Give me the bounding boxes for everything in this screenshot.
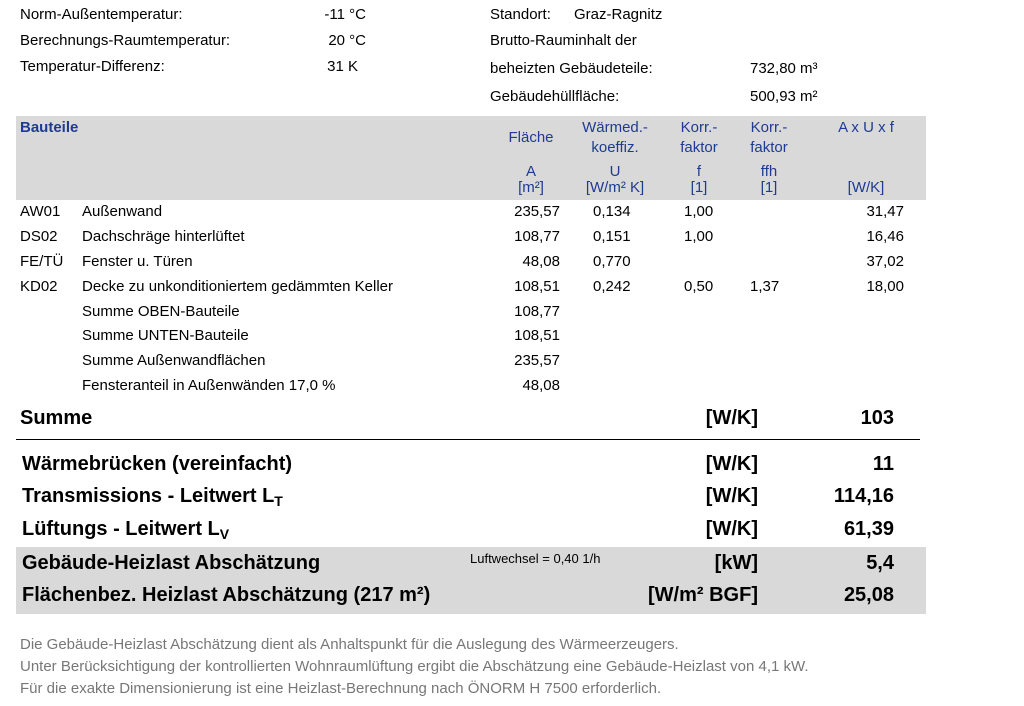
temp-diff-value: 31 K <box>327 58 358 75</box>
footer-line: Die Gebäude-Heizlast Abschätzung dient als Anhaltspunkt für die Auslegung des Wärmeerzeugers. <box>20 636 679 653</box>
row-area: 48,08 <box>522 253 560 270</box>
row-f: 1,00 <box>684 228 714 245</box>
row-name: Dachschräge hinterlüftet <box>82 228 245 245</box>
huelle-label: Gebäudehüllfläche: <box>490 88 620 105</box>
row-name: Decke zu unkonditioniertem gedämmten Keller <box>82 278 393 295</box>
luftwechsel-note: Luftwechsel = 0,40 1/h <box>470 551 601 566</box>
col-waerme-unit: [W/m² K] <box>585 179 645 196</box>
lueftung-value: 61,39 <box>843 518 894 540</box>
raum-temp-value: 20 °C <box>328 32 366 49</box>
norm-temp-value: -11 °C <box>324 6 366 23</box>
summe-unit: [W/K] <box>705 407 758 429</box>
sum-name: Summe UNTEN-Bauteile <box>82 327 249 344</box>
lueftung-label: Lüftungs - Leitwert $L_V$ <box>22 518 230 542</box>
col-waerme-symbol: U <box>609 163 621 180</box>
lueftung-unit: [W/K] <box>705 518 758 540</box>
row-code: FE/TÜ <box>20 253 64 270</box>
flaechenbez-unit: [W/m² BGF] <box>648 584 758 606</box>
temp-diff-label: Temperatur-Differenz: <box>20 58 165 75</box>
flaechenbez-label: Flächenbez. Heizlast Abschätzung (217 m²) <box>22 584 431 606</box>
row-auf: 31,47 <box>866 203 904 220</box>
col-korr-line1: Korr.- <box>680 119 718 136</box>
row-area: 108,77 <box>514 228 560 245</box>
row-name: Fenster u. Türen <box>82 253 193 270</box>
waermebruecken-unit: [W/K] <box>705 453 758 475</box>
transmission-unit: [W/K] <box>705 485 758 507</box>
row-name: Außenwand <box>82 203 163 220</box>
sum-name: Summe OBEN-Bauteile <box>82 303 240 320</box>
row-auf: 18,00 <box>866 278 904 295</box>
col-korr-line2: faktor <box>680 139 718 156</box>
col-korr-unit: [1] <box>690 179 708 196</box>
col-korr-symbol: f <box>696 163 702 180</box>
transmission-value: 114,16 <box>833 485 894 507</box>
brutto-label-line2: beheizten Gebäudeteile: <box>490 60 653 77</box>
row-u: 0,770 <box>593 253 631 270</box>
row-f: 0,50 <box>684 278 714 295</box>
row-code: DS02 <box>20 228 58 245</box>
row-u: 0,151 <box>593 228 631 245</box>
brutto-value: 732,80 m³ <box>750 60 818 77</box>
brutto-label-line1: Brutto-Rauminhalt der <box>490 32 637 49</box>
norm-temp-label: Norm-Außentemperatur: <box>20 6 183 23</box>
sum-area: 48,08 <box>522 377 560 394</box>
standort-value: Graz-Ragnitz <box>574 6 663 23</box>
sum-area: 108,77 <box>514 303 560 320</box>
row-u: 0,134 <box>593 203 631 220</box>
row-area: 235,57 <box>514 203 560 220</box>
heizlast-value: 5,4 <box>866 552 894 574</box>
raum-temp-label: Berechnungs-Raumtemperatur: <box>20 32 231 49</box>
sum-area: 235,57 <box>514 352 560 369</box>
row-code: KD02 <box>20 278 58 295</box>
summe-label: Summe <box>20 407 93 429</box>
row-ffh: 1,37 <box>750 278 780 295</box>
standort-label: Standort: <box>490 6 551 23</box>
summe-value: 103 <box>860 407 894 429</box>
row-u: 0,242 <box>593 278 631 295</box>
col-korr2-unit: [1] <box>760 179 778 196</box>
col-korr2-symbol: ffh <box>760 163 778 180</box>
row-area: 108,51 <box>514 278 560 295</box>
table-header <box>16 116 926 200</box>
col-auf-unit: [W/K] <box>847 179 885 196</box>
heizlast-label: Gebäude-Heizlast Abschätzung <box>22 552 321 574</box>
waermebruecken-value: 11 <box>872 453 894 475</box>
sum-name: Summe Außenwandflächen <box>82 352 266 369</box>
col-flaeche-unit: [m²] <box>518 179 544 196</box>
col-bauteile: Bauteile <box>20 119 79 136</box>
lueftung-subscript: V <box>219 526 230 542</box>
flaechenbez-value: 25,08 <box>843 584 894 606</box>
col-waerme-line1: Wärmed.- <box>582 119 648 136</box>
huelle-value: 500,93 m² <box>750 88 818 105</box>
waermebruecken-label: Wärmebrücken (vereinfacht) <box>22 453 293 475</box>
col-flaeche: Fläche <box>508 129 554 146</box>
col-korr2-line2: faktor <box>750 139 788 156</box>
col-auf: A x U x f <box>838 119 894 136</box>
col-flaeche-symbol: A <box>525 163 536 180</box>
transmission-subscript: T <box>274 493 283 509</box>
sum-area: 108,51 <box>514 327 560 344</box>
col-korr2-line1: Korr.- <box>750 119 788 136</box>
col-waerme-line2: koeffiz. <box>591 139 639 156</box>
divider-line <box>16 439 920 440</box>
sum-name: Fensteranteil in Außenwänden 17,0 % <box>82 377 336 394</box>
footer-line: Unter Berücksichtigung der kontrollierten Wohnraumlüftung ergibt die Abschätzung eine Gebäude-Heizlast von 4,1 kW. <box>20 658 809 675</box>
footer-line: Für die exakte Dimensionierung ist eine Heizlast-Berechnung nach ÖNORM H 7500 erforderlich. <box>20 680 662 697</box>
row-f: 1,00 <box>684 203 714 220</box>
transmission-label: Transmissions - Leitwert $L_T$ <box>22 485 283 509</box>
row-auf: 37,02 <box>866 253 904 270</box>
row-auf: 16,46 <box>866 228 904 245</box>
row-code: AW01 <box>20 203 61 220</box>
heizlast-unit: [kW] <box>714 552 758 574</box>
